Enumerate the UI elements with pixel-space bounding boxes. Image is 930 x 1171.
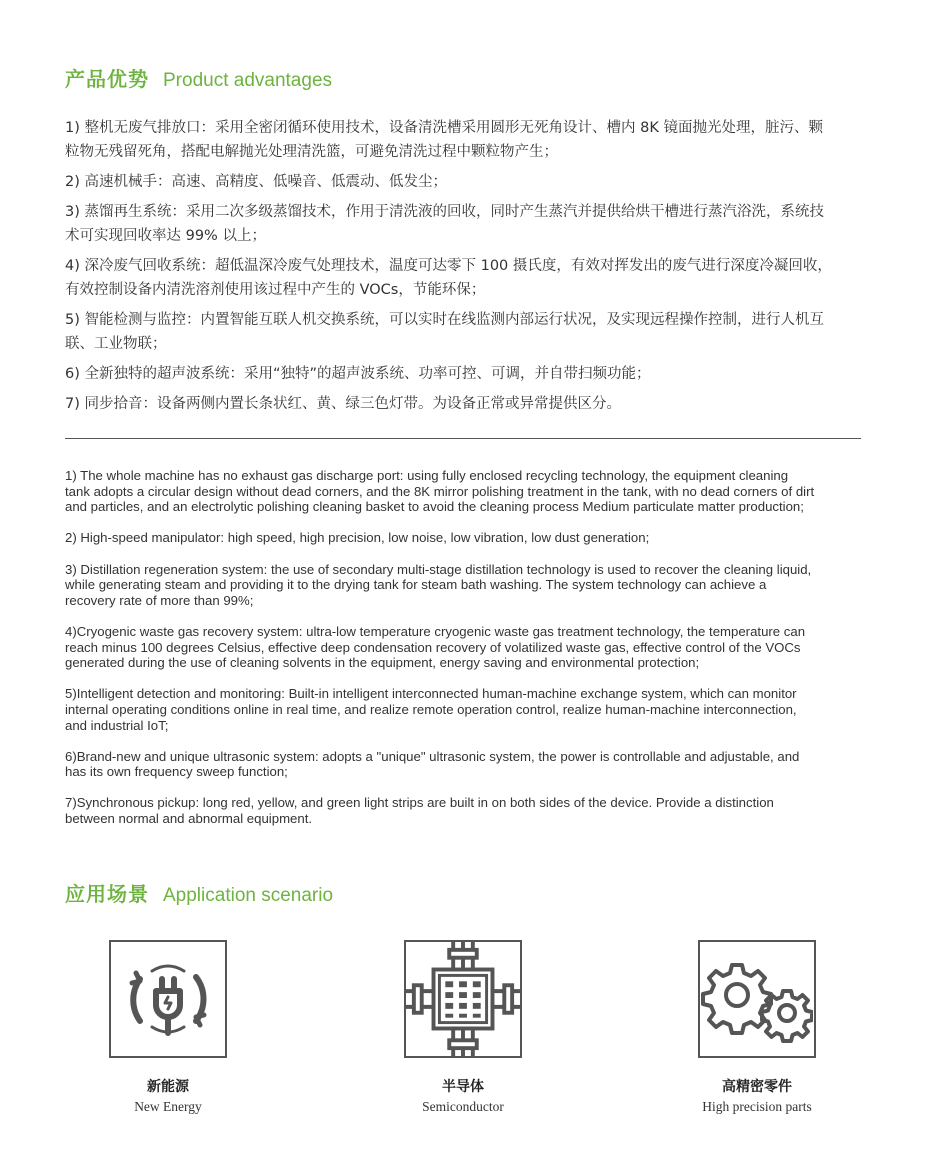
advantages-list-en <box>65 468 815 842</box>
app-label-cn: 高精密零件 <box>722 1079 792 1095</box>
list-item: 4)Cryogenic waste gas recovery system: ultra-low temperature cryogenic waste gas treatment technology, the temperature can reach minus 100 degrees Celsius, effective deep condensation recovery of volatilized waste gas, effective control of the VOCs generated during the use of cleaning solvents in the equipment, energy saving and environmental protection; <box>65 623 806 671</box>
list-item: 3) Distillation regeneration system: the use of secondary multi-stage distillation technology is used to recover the cleaning liquid, while generating steam and providing it to the drying tank for steam bath washing. The system technology can achieve a recovery rate of more than 99%; <box>65 561 812 608</box>
list-item: 6) 全新独特的超声波系统：采用“独特”的超声波系统、功率可控、可调，并自带扫频功能； <box>65 366 651 382</box>
app-label-en: New Energy <box>134 1099 202 1114</box>
list-item: 1) The whole machine has no exhaust gas discharge port: using fully enclosed recycling technology, the equipment cleaning tank adopts a circular design without dead corners, and the 8K mirror polishing treatment in the tank, with no dead corners of dirt and particles, and an electrolytic polishing cleaning basket to avoid the cleaning process Medium particulate matter production; <box>65 468 815 515</box>
heading-en: Application scenario <box>163 885 334 906</box>
heading-en: Product advantages <box>163 70 333 91</box>
list-item: 6)Brand-new and unique ultrasonic system: adopts a "unique" ultrasonic system, the power is controllable and adjustable, and has its own frequency sweep function; <box>65 748 800 780</box>
new-energy-plug-icon <box>118 949 218 1049</box>
application-icons <box>0 940 930 1140</box>
list-item: 2) 高速机械手：高速、高精度、低噪音、低震动、低发尘； <box>65 174 447 190</box>
list-item: 1) 整机无废气排放口：采用全密闭循环使用技术，设备清洗槽采用圆形无死角设计、槽内 8K 镜面抛光处理，脏污、颗粒物无残留死角，搭配电解抛光处理清洗篮，可避免清洗过程中颗粒物产生； <box>65 120 823 160</box>
advantages-list-cn <box>65 116 835 422</box>
list-item: 7) 同步拾音：设备两侧内置长条状红、黄、绿三色灯带。为设备正常或异常提供区分。 <box>65 396 621 412</box>
icon-frame <box>698 940 816 1058</box>
app-new-energy <box>88 940 248 1115</box>
product-advantages-heading <box>65 63 332 92</box>
heading-cn: 产品优势 <box>65 67 149 91</box>
app-label-cn: 新能源 <box>147 1079 189 1095</box>
app-label-cn: 半导体 <box>442 1079 484 1095</box>
app-semiconductor <box>383 940 543 1115</box>
icon-frame <box>109 940 227 1058</box>
gears-icon <box>701 943 813 1055</box>
list-item: 7)Synchronous pickup: long red, yellow, and green light strips are built in on both sides of the device. Provide a distinction between normal and abnormal equipment. <box>65 795 774 827</box>
list-item: 4) 深冷废气回收系统：超低温深冷废气处理技术，温度可达零下 100 摄氏度，有效对挥发出的废气进行深度冷凝回收，有效控制设备内清洗溶剂使用该过程中产生的 VOCs，节能环保； <box>65 258 832 298</box>
list-item: 5)Intelligent detection and monitoring: Built-in intelligent interconnected human-machine exchange system, which can monitor internal operating conditions online in real time, and realize remote operation control, realize human-machine interconnection, and industrial IoT; <box>65 686 797 733</box>
semiconductor-chip-icon <box>406 941 520 1057</box>
list-item: 5) 智能检测与监控：内置智能互联人机交换系统，可以实时在线监测内部运行状况，及实现远程操作控制，进行人机互联、工业物联； <box>65 312 824 352</box>
list-item: 2) High-speed manipulator: high speed, high precision, low noise, low vibration, low dust generation; <box>65 530 650 546</box>
section-divider <box>65 438 861 439</box>
list-item: 3) 蒸馏再生系统：采用二次多级蒸馏技术，作用于清洗液的回收，同时产生蒸汽并提供给烘干槽进行蒸汽浴洗，系统技术可实现回收率达 99% 以上； <box>65 204 824 244</box>
app-label-en: Semiconductor <box>422 1099 504 1114</box>
icon-frame <box>404 940 522 1058</box>
heading-cn: 应用场景 <box>65 882 149 906</box>
application-scenario-heading <box>65 878 333 907</box>
app-label-en: High precision parts <box>702 1099 812 1114</box>
app-high-precision-parts <box>677 940 837 1115</box>
